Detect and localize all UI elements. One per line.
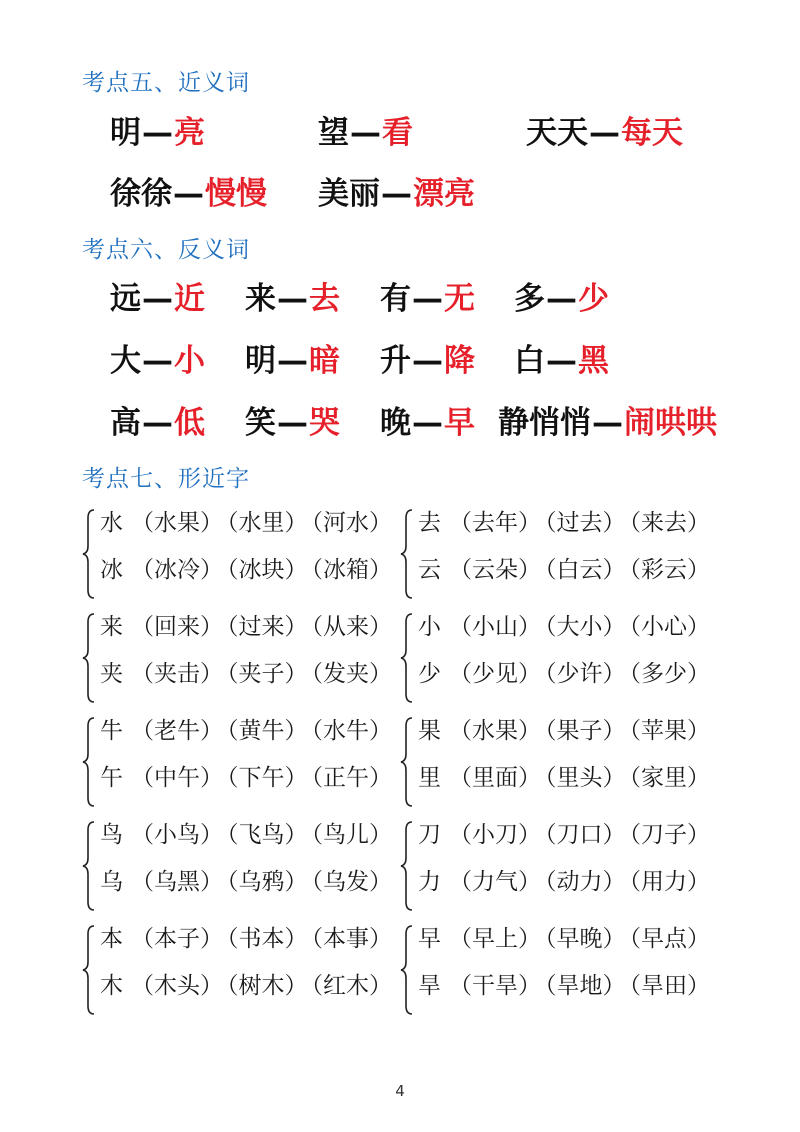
example-word: （红木） [311, 973, 392, 999]
dash: — [142, 115, 173, 151]
char-line [418, 820, 710, 850]
antonym-pair [380, 336, 475, 386]
word: 多 [514, 281, 545, 317]
similar-chars-heading: 考点七、形近字 [82, 466, 250, 492]
example-word: （少见） [449, 661, 541, 687]
character: 云 [418, 557, 441, 583]
brace-icon [82, 714, 100, 810]
example-word: （树木） [227, 973, 308, 999]
character: 小 [418, 614, 441, 640]
word: 晚 [380, 405, 411, 441]
example-word: （小鸟） [131, 822, 223, 848]
word: 明 [245, 343, 276, 379]
example-word: （早上） [449, 926, 541, 952]
dash: — [592, 405, 623, 441]
example-word: （去年） [449, 510, 541, 536]
answer-word: 哭 [309, 405, 340, 441]
example-word: （旱地） [545, 973, 626, 999]
character: 力 [418, 869, 441, 895]
char-group [400, 818, 720, 914]
example-word: （彩云） [629, 557, 710, 583]
example-word: （中午） [131, 765, 223, 791]
word: 天天 [526, 115, 588, 151]
char-line [100, 716, 392, 746]
example-word: （冰块） [227, 557, 308, 583]
char-group [400, 610, 720, 706]
antonyms-row-1 [0, 274, 800, 324]
example-word: （飞鸟） [227, 822, 308, 848]
answer-word: 少 [578, 281, 609, 317]
brace-icon [400, 922, 418, 1018]
example-word: （夹子） [227, 661, 308, 687]
example-word: （本子） [131, 926, 223, 952]
character: 刀 [418, 822, 441, 848]
word: 美丽 [318, 176, 380, 212]
antonym-pair [110, 274, 205, 324]
dash: — [412, 343, 443, 379]
example-word: （力气） [449, 869, 541, 895]
character: 鸟 [100, 822, 123, 848]
dash: — [412, 281, 443, 317]
dash: — [589, 115, 620, 151]
example-word: （水里） [227, 510, 308, 536]
answer-word: 近 [174, 281, 205, 317]
char-group [400, 506, 720, 602]
brace-icon [82, 818, 100, 914]
char-group [82, 714, 402, 810]
example-word: （正午） [311, 765, 392, 791]
synonyms-heading: 考点五、近义词 [82, 70, 250, 96]
character: 午 [100, 765, 123, 791]
synonym-pair [110, 169, 267, 219]
antonym-pair [245, 398, 340, 448]
answer-word: 看 [382, 115, 413, 151]
example-word: （本事） [311, 926, 392, 952]
dash: — [142, 343, 173, 379]
example-word: （乌鸦） [227, 869, 308, 895]
example-word: （果子） [545, 718, 626, 744]
char-line [100, 867, 392, 897]
example-word: （下午） [227, 765, 308, 791]
answer-word: 亮 [174, 115, 205, 151]
char-line [100, 924, 392, 954]
word: 徐徐 [110, 176, 172, 212]
answer-word: 降 [444, 343, 475, 379]
example-word: （河水） [311, 510, 392, 536]
char-line [100, 763, 392, 793]
dash: — [277, 343, 308, 379]
example-word: （里面） [449, 765, 541, 791]
brace-icon [82, 506, 100, 602]
char-line [100, 612, 392, 642]
word: 高 [110, 405, 141, 441]
antonym-pair [245, 336, 340, 386]
word: 来 [245, 281, 276, 317]
page-number: 4 [395, 1082, 405, 1100]
antonyms-row-2 [0, 336, 800, 386]
brace-icon [82, 610, 100, 706]
example-word: （水牛） [311, 718, 392, 744]
answer-word: 去 [309, 281, 340, 317]
char-line [418, 716, 710, 746]
example-word: （刀口） [545, 822, 626, 848]
answer-word: 漂亮 [413, 176, 475, 212]
example-word: （来去） [629, 510, 710, 536]
example-word: （从来） [311, 614, 392, 640]
char-group [400, 922, 720, 1018]
answer-word: 早 [444, 405, 475, 441]
example-word: （水果） [131, 510, 223, 536]
word: 升 [380, 343, 411, 379]
char-line [100, 508, 392, 538]
brace-icon [400, 714, 418, 810]
example-word: （乌黑） [131, 869, 223, 895]
synonym-pair [318, 108, 413, 158]
answer-word: 慢慢 [205, 176, 267, 212]
character: 去 [418, 510, 441, 536]
char-line [100, 971, 392, 1001]
example-word: （过来） [227, 614, 308, 640]
dash: — [546, 281, 577, 317]
char-line [418, 924, 710, 954]
example-word: （小刀） [449, 822, 541, 848]
character: 木 [100, 973, 123, 999]
example-word: （多少） [629, 661, 710, 687]
example-word: （书本） [227, 926, 308, 952]
example-word: （云朵） [449, 557, 541, 583]
word: 远 [110, 281, 141, 317]
character: 水 [100, 510, 123, 536]
word: 笑 [245, 405, 276, 441]
example-word: （黄牛） [227, 718, 308, 744]
dash: — [412, 405, 443, 441]
synonyms-row-2 [0, 169, 800, 219]
example-word: （少许） [545, 661, 626, 687]
antonym-pair [110, 398, 205, 448]
dash: — [277, 281, 308, 317]
example-word: （冰冷） [131, 557, 223, 583]
antonym-pair [245, 274, 340, 324]
example-word: （水果） [449, 718, 541, 744]
example-word: （冰箱） [311, 557, 392, 583]
example-word: （鸟儿） [311, 822, 392, 848]
character: 里 [418, 765, 441, 791]
example-word: （回来） [131, 614, 223, 640]
antonym-pair [514, 274, 609, 324]
word: 静悄悄 [498, 405, 591, 441]
answer-word: 黑 [578, 343, 609, 379]
answer-word: 无 [444, 281, 475, 317]
answer-word: 每天 [621, 115, 683, 151]
character: 夹 [100, 661, 123, 687]
example-word: （用力） [629, 869, 710, 895]
antonym-pair [514, 336, 609, 386]
char-line [100, 820, 392, 850]
character: 果 [418, 718, 441, 744]
answer-word: 低 [174, 405, 205, 441]
example-word: （早点） [629, 926, 710, 952]
antonyms-heading: 考点六、反义词 [82, 237, 250, 263]
antonym-pair [110, 336, 205, 386]
antonym-pair [380, 398, 475, 448]
char-group [82, 922, 402, 1018]
character: 来 [100, 614, 123, 640]
example-word: （木头） [131, 973, 223, 999]
dash: — [173, 176, 204, 212]
example-word: （干旱） [449, 973, 541, 999]
word: 有 [380, 281, 411, 317]
dash: — [350, 115, 381, 151]
char-line [418, 971, 710, 1001]
example-word: （过去） [545, 510, 626, 536]
synonyms-row-1 [0, 108, 800, 158]
character: 早 [418, 926, 441, 952]
word: 明 [110, 115, 141, 151]
character: 冰 [100, 557, 123, 583]
example-word: （里头） [545, 765, 626, 791]
word: 望 [318, 115, 349, 151]
character: 旱 [418, 973, 441, 999]
example-word: （小心） [629, 614, 710, 640]
word: 大 [110, 343, 141, 379]
antonyms-row-3 [0, 398, 800, 448]
example-word: （夹击） [131, 661, 223, 687]
dash: — [142, 405, 173, 441]
char-group [82, 610, 402, 706]
synonym-pair [110, 108, 205, 158]
example-word: （动力） [545, 869, 626, 895]
character: 乌 [100, 869, 123, 895]
brace-icon [400, 506, 418, 602]
antonym-pair [498, 398, 717, 448]
example-word: （大小） [545, 614, 626, 640]
example-word: （早晚） [545, 926, 626, 952]
example-word: （发夹） [311, 661, 392, 687]
antonym-pair [380, 274, 475, 324]
brace-icon [400, 818, 418, 914]
char-line [418, 555, 710, 585]
synonym-pair [318, 169, 475, 219]
example-word: （小山） [449, 614, 541, 640]
answer-word: 小 [174, 343, 205, 379]
answer-word: 闹哄哄 [624, 405, 717, 441]
example-word: （家里） [629, 765, 710, 791]
char-line [418, 659, 710, 689]
synonym-pair [526, 108, 683, 158]
char-line [100, 555, 392, 585]
example-word: （乌发） [311, 869, 392, 895]
char-line [100, 659, 392, 689]
dash: — [142, 281, 173, 317]
character: 牛 [100, 718, 123, 744]
char-line [418, 867, 710, 897]
word: 白 [514, 343, 545, 379]
dash: — [381, 176, 412, 212]
char-group [400, 714, 720, 810]
char-line [418, 508, 710, 538]
brace-icon [82, 922, 100, 1018]
character: 少 [418, 661, 441, 687]
example-word: （老牛） [131, 718, 223, 744]
example-word: （白云） [545, 557, 626, 583]
brace-icon [400, 610, 418, 706]
dash: — [546, 343, 577, 379]
character: 本 [100, 926, 123, 952]
example-word: （苹果） [629, 718, 710, 744]
answer-word: 暗 [309, 343, 340, 379]
dash: — [277, 405, 308, 441]
char-line [418, 612, 710, 642]
char-line [418, 763, 710, 793]
example-word: （旱田） [629, 973, 710, 999]
char-group [82, 818, 402, 914]
example-word: （刀子） [629, 822, 710, 848]
char-group [82, 506, 402, 602]
